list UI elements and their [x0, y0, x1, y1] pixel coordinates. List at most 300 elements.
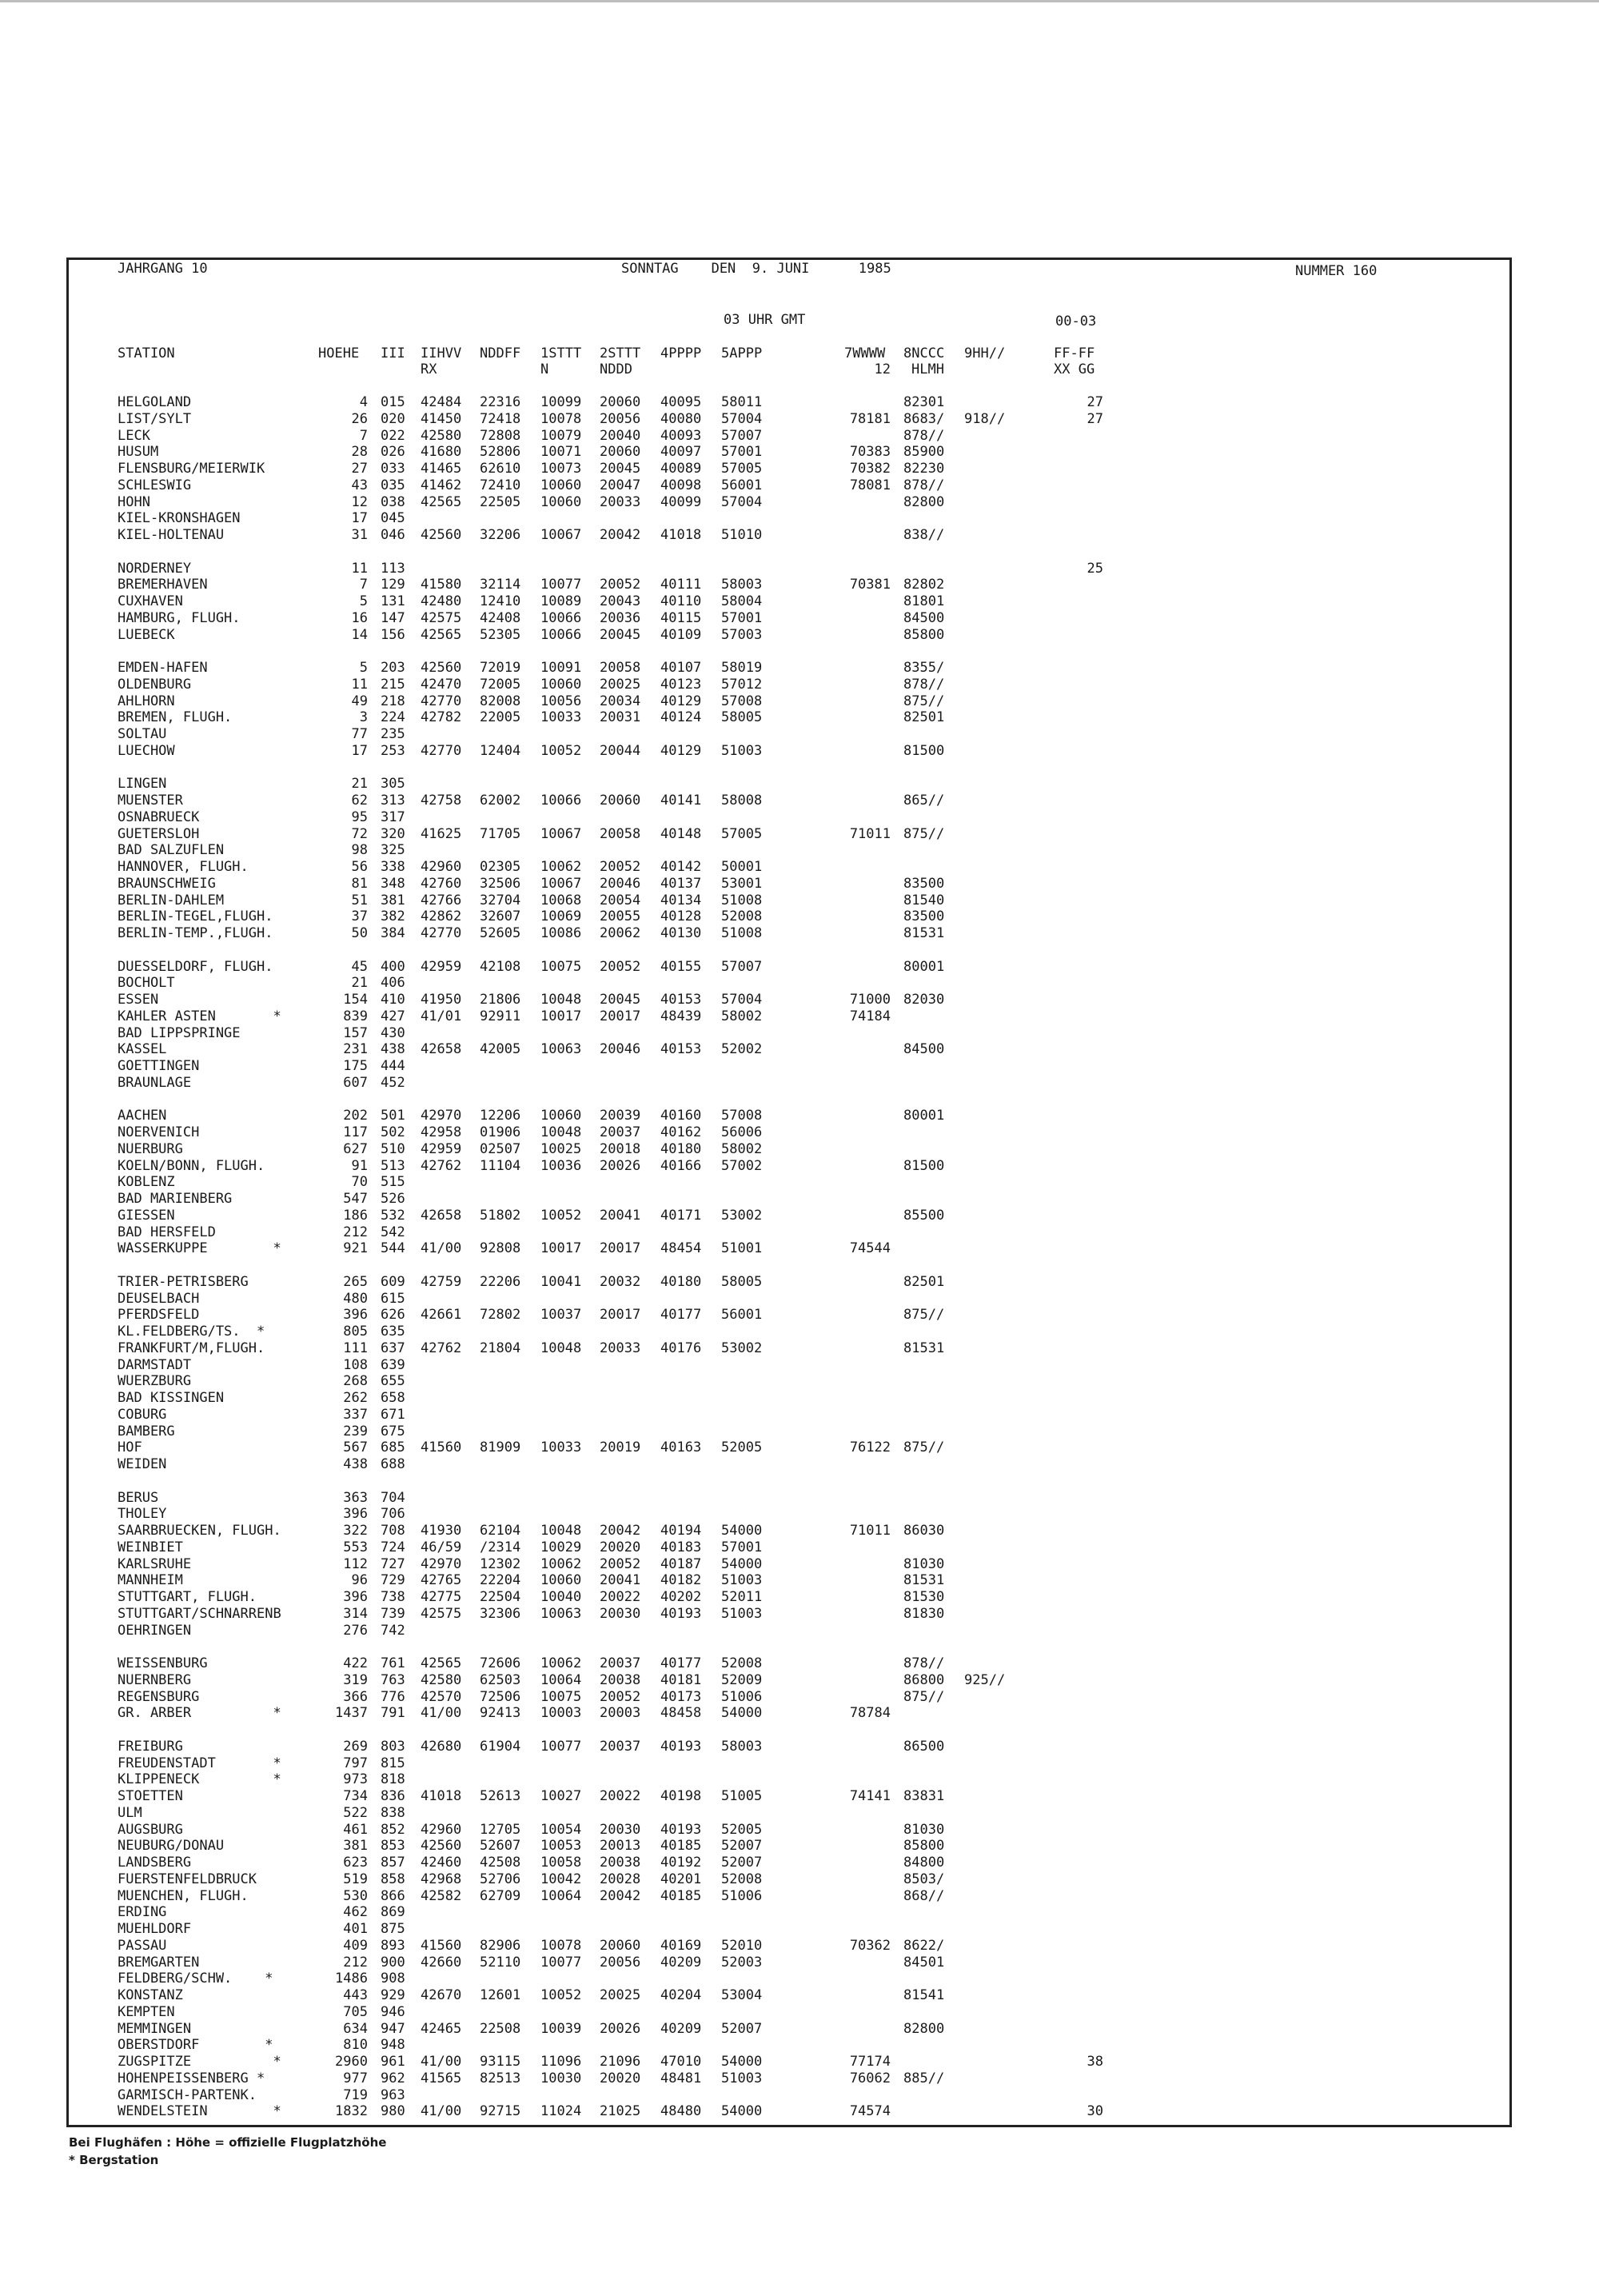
nddff-value: 01906 [480, 1124, 521, 1140]
nccc8-value: 8622/ [903, 1938, 945, 1954]
station-name: AUGSBURG [118, 1822, 183, 1838]
hoehe-value: 268 [343, 1373, 368, 1389]
wwww7-value: 70383 [849, 444, 891, 460]
sttt1-value: 10041 [540, 1274, 582, 1290]
col-1sttt: 1STTT [540, 345, 582, 361]
station-name: NEUBURG/DONAU [118, 1838, 225, 1854]
sttt2-value: 20062 [600, 925, 641, 941]
hoehe-value: 265 [343, 1274, 368, 1290]
sttt2-value: 20028 [600, 1871, 641, 1887]
iihvv-value: 42762 [421, 1340, 462, 1356]
iihvv-value: 42958 [421, 1124, 462, 1140]
pppp4-value: 40204 [660, 1987, 702, 2003]
station-name: WEINBIET [118, 1539, 183, 1555]
hoehe-value: 634 [343, 2021, 368, 2037]
appp5-value: 57004 [721, 411, 763, 427]
nccc8-value: 85800 [903, 1838, 945, 1854]
wwww7-value: 70382 [849, 461, 891, 477]
nccc8-value: 875// [903, 693, 945, 709]
nccc8-value: 8503/ [903, 1871, 945, 1887]
appp5-value: 52009 [721, 1672, 763, 1688]
hoehe-value: 607 [343, 1075, 368, 1091]
station-name: COBURG [118, 1407, 167, 1423]
station-name: DARMSTADT [118, 1357, 192, 1373]
sttt2-value: 20033 [600, 1340, 641, 1356]
iii-value: 430 [381, 1025, 405, 1041]
nddff-value: 92413 [480, 1705, 521, 1721]
hoehe-value: 17 [351, 510, 368, 526]
station-name: FREIBURG [118, 1739, 183, 1755]
iihvv-value: 42560 [421, 527, 462, 543]
iihvv-value: 42580 [421, 428, 462, 444]
pppp4-value: 40182 [660, 1572, 702, 1588]
sttt2-value: 20025 [600, 677, 641, 693]
sttt1-value: 10042 [540, 1871, 582, 1887]
nddff-value: 72506 [480, 1689, 521, 1705]
station-name: OSNABRUECK [118, 809, 200, 825]
station-name: OLDENBURG [118, 677, 192, 693]
hoehe-value: 530 [343, 1888, 368, 1904]
sttt1-value: 10048 [540, 1124, 582, 1140]
sttt2-value: 20013 [600, 1838, 641, 1854]
station-name: FREUDENSTADT * [118, 1755, 281, 1771]
sttt2-value: 20019 [600, 1439, 641, 1455]
nddff-value: 02507 [480, 1141, 521, 1157]
wwww7-value: 71011 [849, 826, 891, 842]
appp5-value: 58003 [721, 577, 763, 593]
pppp4-value: 40171 [660, 1208, 702, 1224]
nddff-value: /2314 [480, 1539, 521, 1555]
iihvv-value: 42565 [421, 1655, 462, 1671]
sttt2-value: 20026 [600, 2021, 641, 2037]
col-iihvv-sub: RX [421, 361, 437, 377]
hoehe-value: 401 [343, 1921, 368, 1937]
iihvv-value: 42968 [421, 1871, 462, 1887]
sttt1-value: 10040 [540, 1589, 582, 1605]
station-name: PFERDSFELD [118, 1307, 200, 1323]
appp5-value: 53002 [721, 1208, 763, 1224]
nccc8-value: 85800 [903, 627, 945, 643]
iii-value: 947 [381, 2021, 405, 2037]
sttt1-value: 10069 [540, 908, 582, 924]
iii-value: 727 [381, 1556, 405, 1572]
sttt2-value: 20060 [600, 394, 641, 410]
nddff-value: 93115 [480, 2054, 521, 2070]
sttt1-value: 10099 [540, 394, 582, 410]
sttt2-value: 20045 [600, 992, 641, 1008]
iihvv-value: 42770 [421, 743, 462, 759]
hoehe-value: 51 [351, 892, 368, 908]
hoehe-value: 322 [343, 1523, 368, 1539]
nddff-value: 62610 [480, 461, 521, 477]
station-name: KIEL-HOLTENAU [118, 527, 225, 543]
hoehe-value: 27 [351, 461, 368, 477]
station-name: DUESSELDORF, FLUGH. [118, 959, 273, 975]
iii-value: 655 [381, 1373, 405, 1389]
hoehe-value: 396 [343, 1589, 368, 1605]
sttt2-value: 20058 [600, 660, 641, 676]
iii-value: 626 [381, 1307, 405, 1323]
nccc8-value: 81500 [903, 1158, 945, 1174]
nccc8-value: 81531 [903, 1572, 945, 1588]
nccc8-value: 85900 [903, 444, 945, 460]
nccc8-value: 878// [903, 477, 945, 493]
iii-value: 384 [381, 925, 405, 941]
hoehe-value: 62 [351, 793, 368, 809]
station-name: KL.FELDBERG/TS. * [118, 1324, 265, 1340]
appp5-value: 51010 [721, 527, 763, 543]
sttt1-value: 11024 [540, 2103, 582, 2119]
sttt2-value: 20056 [600, 411, 641, 427]
sttt1-value: 10078 [540, 411, 582, 427]
sttt2-value: 20041 [600, 1572, 641, 1588]
iii-value: 218 [381, 693, 405, 709]
iihvv-value: 42470 [421, 677, 462, 693]
sttt2-value: 20034 [600, 693, 641, 709]
nddff-value: 72005 [480, 677, 521, 693]
iihvv-value: 41465 [421, 461, 462, 477]
iii-value: 963 [381, 2087, 405, 2103]
sttt2-value: 20030 [600, 1606, 641, 1622]
appp5-value: 51003 [721, 1572, 763, 1588]
hoehe-value: 202 [343, 1108, 368, 1124]
appp5-value: 56001 [721, 477, 763, 493]
station-name: HANNOVER, FLUGH. [118, 859, 249, 875]
iii-value: 317 [381, 809, 405, 825]
iii-value: 020 [381, 411, 405, 427]
station-name: CUXHAVEN [118, 593, 183, 609]
nddff-value: 92911 [480, 1008, 521, 1024]
sttt1-value: 10060 [540, 1108, 582, 1124]
nccc8-value: 8355/ [903, 660, 945, 676]
station-name: STUTTGART/SCHNARRENB [118, 1606, 281, 1622]
iii-value: 704 [381, 1490, 405, 1506]
iihvv-value: 42770 [421, 693, 462, 709]
iihvv-value: 42862 [421, 908, 462, 924]
appp5-value: 52008 [721, 1655, 763, 1671]
hoehe-value: 627 [343, 1141, 368, 1157]
station-name: BERLIN-DAHLEM [118, 892, 225, 908]
ff-value: 30 [1087, 2103, 1103, 2119]
col-nddff: NDDFF [480, 345, 521, 361]
nddff-value: 62709 [480, 1888, 521, 1904]
nccc8-value: 878// [903, 1655, 945, 1671]
col-ff-sub: XX GG [1054, 361, 1095, 377]
hoehe-value: 381 [343, 1838, 368, 1854]
appp5-value: 51008 [721, 925, 763, 941]
station-name: WENDELSTEIN * [118, 2103, 281, 2119]
station-name: MUENSTER [118, 793, 183, 809]
iii-value: 908 [381, 1971, 405, 1987]
sttt2-value: 20037 [600, 1739, 641, 1755]
appp5-value: 51006 [721, 1888, 763, 1904]
hoehe-value: 319 [343, 1672, 368, 1688]
col-5appp: 5APPP [721, 345, 763, 361]
iii-value: 857 [381, 1855, 405, 1871]
hoehe-value: 186 [343, 1208, 368, 1224]
nccc8-value: 80001 [903, 959, 945, 975]
hoehe-value: 50 [351, 925, 368, 941]
iihvv-value: 42670 [421, 1987, 462, 2003]
nccc8-value: 885// [903, 2070, 945, 2086]
nccc8-value: 875// [903, 1307, 945, 1323]
sttt1-value: 10053 [540, 1838, 582, 1854]
sttt2-value: 21096 [600, 2054, 641, 2070]
wwww7-value: 76062 [849, 2070, 891, 2086]
hoehe-value: 2960 [335, 2054, 368, 2070]
pppp4-value: 40176 [660, 1340, 702, 1356]
hoehe-value: 70 [351, 1174, 368, 1190]
appp5-value: 53001 [721, 876, 763, 892]
station-name: OBERSTDORF * [118, 2037, 273, 2053]
nccc8-value: 81540 [903, 892, 945, 908]
station-name: BRAUNLAGE [118, 1075, 192, 1091]
hoehe-value: 567 [343, 1439, 368, 1455]
sttt1-value: 10062 [540, 1655, 582, 1671]
ff-value: 27 [1087, 394, 1103, 410]
iihvv-value: 42762 [421, 1158, 462, 1174]
station-name: FLENSBURG/MEIERWIK [118, 461, 265, 477]
nddff-value: 22508 [480, 2021, 521, 2037]
sttt1-value: 10017 [540, 1008, 582, 1024]
appp5-value: 52003 [721, 1955, 763, 1971]
nddff-value: 71705 [480, 826, 521, 842]
hoehe-value: 5 [359, 593, 368, 609]
hoehe-value: 26 [351, 411, 368, 427]
sttt2-value: 20046 [600, 1041, 641, 1057]
station-name: BRAUNSCHWEIG [118, 876, 216, 892]
sttt1-value: 10089 [540, 593, 582, 609]
sttt1-value: 10066 [540, 627, 582, 643]
sttt2-value: 20032 [600, 1274, 641, 1290]
sttt1-value: 10067 [540, 826, 582, 842]
col-ff: FF-FF [1054, 345, 1095, 361]
nccc8-value: 81530 [903, 1589, 945, 1605]
iii-value: 671 [381, 1407, 405, 1423]
col-2sttt-sub: NDDD [600, 361, 632, 377]
station-name: BAD SALZUFLEN [118, 842, 225, 858]
iii-value: 742 [381, 1623, 405, 1639]
iii-value: 685 [381, 1439, 405, 1455]
station-name: MUENCHEN, FLUGH. [118, 1888, 249, 1904]
hoehe-value: 77 [351, 726, 368, 742]
appp5-value: 56006 [721, 1124, 763, 1140]
wwww7-value: 77174 [849, 2054, 891, 2070]
sttt2-value: 20060 [600, 793, 641, 809]
appp5-value: 57005 [721, 826, 763, 842]
sttt2-value: 20017 [600, 1008, 641, 1024]
appp5-value: 54000 [721, 2054, 763, 2070]
station-name: BAD MARIENBERG [118, 1191, 233, 1207]
iihvv-value: 46/59 [421, 1539, 462, 1555]
hoehe-value: 519 [343, 1871, 368, 1887]
sttt2-value: 20047 [600, 477, 641, 493]
range-label: 00-03 [1055, 313, 1097, 329]
iii-value: 803 [381, 1739, 405, 1755]
sttt2-value: 20056 [600, 1955, 641, 1971]
iihvv-value: 41930 [421, 1523, 462, 1539]
iii-value: 763 [381, 1672, 405, 1688]
hoehe-value: 56 [351, 859, 368, 875]
sttt1-value: 10064 [540, 1672, 582, 1688]
station-name: NUERBURG [118, 1141, 183, 1157]
appp5-value: 58002 [721, 1008, 763, 1024]
station-name: STOETTEN [118, 1788, 183, 1804]
nccc8-value: 86500 [903, 1739, 945, 1755]
iihvv-value: 42959 [421, 959, 462, 975]
hoehe-value: 117 [343, 1124, 368, 1140]
iihvv-value: 42759 [421, 1274, 462, 1290]
sttt1-value: 10066 [540, 793, 582, 809]
iihvv-value: 42660 [421, 1955, 462, 1971]
appp5-value: 58011 [721, 394, 763, 410]
nccc8-value: 81531 [903, 1340, 945, 1356]
iii-value: 129 [381, 577, 405, 593]
hoehe-value: 4 [359, 394, 368, 410]
hoehe-value: 363 [343, 1490, 368, 1506]
appp5-value: 57012 [721, 677, 763, 693]
iihvv-value: 41950 [421, 992, 462, 1008]
pppp4-value: 40089 [660, 461, 702, 477]
hoehe-value: 154 [343, 992, 368, 1008]
station-name: AACHEN [118, 1108, 167, 1124]
iii-value: 739 [381, 1606, 405, 1622]
hoehe-value: 409 [343, 1938, 368, 1954]
sttt2-value: 20031 [600, 709, 641, 725]
station-name: BERLIN-TEMP.,FLUGH. [118, 925, 273, 941]
appp5-value: 52007 [721, 2021, 763, 2037]
appp5-value: 51008 [721, 892, 763, 908]
station-name: ZUGSPITZE * [118, 2054, 281, 2070]
sttt1-value: 10091 [540, 660, 582, 676]
nccc8-value: 86800 [903, 1672, 945, 1688]
hoehe-value: 11 [351, 677, 368, 693]
nccc8-value: 82230 [903, 461, 945, 477]
pppp4-value: 41018 [660, 527, 702, 543]
nccc8-value: 81030 [903, 1822, 945, 1838]
nddff-value: 62503 [480, 1672, 521, 1688]
iii-value: 836 [381, 1788, 405, 1804]
sttt2-value: 20060 [600, 1938, 641, 1954]
iii-value: 348 [381, 876, 405, 892]
iii-value: 406 [381, 975, 405, 991]
hoehe-value: 977 [343, 2070, 368, 2086]
iihvv-value: 41625 [421, 826, 462, 842]
nddff-value: 72802 [480, 1307, 521, 1323]
iii-value: 609 [381, 1274, 405, 1290]
station-name: BAD KISSINGEN [118, 1390, 225, 1406]
hoehe-value: 239 [343, 1424, 368, 1439]
hoehe-value: 3 [359, 709, 368, 725]
sttt2-value: 20052 [600, 577, 641, 593]
pppp4-value: 40128 [660, 908, 702, 924]
station-name: AHLHORN [118, 693, 175, 709]
hoehe-value: 438 [343, 1456, 368, 1472]
appp5-value: 57002 [721, 1158, 763, 1174]
wwww7-value: 74574 [849, 2103, 891, 2119]
iii-value: 532 [381, 1208, 405, 1224]
sttt1-value: 10060 [540, 677, 582, 693]
pppp4-value: 40129 [660, 743, 702, 759]
station-name: KONSTANZ [118, 1987, 183, 2003]
nccc8-value: 868// [903, 1888, 945, 1904]
iii-value: 838 [381, 1805, 405, 1821]
station-name: MEMMINGEN [118, 2021, 192, 2037]
appp5-value: 51003 [721, 743, 763, 759]
hoehe-value: 11 [351, 561, 368, 577]
iihvv-value: 42480 [421, 593, 462, 609]
nddff-value: 22204 [480, 1572, 521, 1588]
ff-value: 27 [1087, 411, 1103, 427]
nddff-value: 32306 [480, 1606, 521, 1622]
iihvv-value: 41/00 [421, 2103, 462, 2119]
hoehe-value: 480 [343, 1291, 368, 1307]
hoehe-value: 314 [343, 1606, 368, 1622]
nccc8-value: 81801 [903, 593, 945, 609]
pppp4-value: 40080 [660, 411, 702, 427]
sttt1-value: 10052 [540, 1987, 582, 2003]
nddff-value: 72410 [480, 477, 521, 493]
iii-value: 815 [381, 1755, 405, 1771]
station-name: KLIPPENECK * [118, 1771, 281, 1787]
iii-value: 729 [381, 1572, 405, 1588]
pppp4-value: 40177 [660, 1307, 702, 1323]
nccc8-value: 83500 [903, 876, 945, 892]
iihvv-value: 42970 [421, 1556, 462, 1572]
nddff-value: 92715 [480, 2103, 521, 2119]
station-name: BAD HERSFELD [118, 1224, 216, 1240]
pppp4-value: 40115 [660, 610, 702, 626]
pppp4-value: 40209 [660, 1955, 702, 1971]
hoehe-value: 28 [351, 444, 368, 460]
iihvv-value: 41/00 [421, 1240, 462, 1256]
station-name: OEHRINGEN [118, 1623, 192, 1639]
sttt1-value: 10017 [540, 1240, 582, 1256]
sttt2-value: 20054 [600, 892, 641, 908]
nccc8-value: 875// [903, 826, 945, 842]
appp5-value: 54000 [721, 1523, 763, 1539]
iii-value: 203 [381, 660, 405, 676]
station-name: KEMPTEN [118, 2004, 175, 2020]
hoehe-value: 396 [343, 1307, 368, 1323]
sttt2-value: 20042 [600, 527, 641, 543]
station-name: KIEL-KRONSHAGEN [118, 510, 241, 526]
appp5-value: 54000 [721, 1705, 763, 1721]
nddff-value: 21806 [480, 992, 521, 1008]
sttt2-value: 20045 [600, 627, 641, 643]
sttt1-value: 10048 [540, 1523, 582, 1539]
pppp4-value: 40123 [660, 677, 702, 693]
iihvv-value: 42658 [421, 1208, 462, 1224]
station-name: GIESSEN [118, 1208, 175, 1224]
appp5-value: 57004 [721, 494, 763, 510]
station-name: KOELN/BONN, FLUGH. [118, 1158, 265, 1174]
pppp4-value: 40110 [660, 593, 702, 609]
station-name: FRANKFURT/M,FLUGH. [118, 1340, 265, 1356]
station-name: LINGEN [118, 776, 167, 792]
hoehe-value: 49 [351, 693, 368, 709]
station-name: ESSEN [118, 992, 159, 1008]
station-name: LUEBECK [118, 627, 175, 643]
station-name: GARMISCH-PARTENK. [118, 2087, 257, 2103]
iihvv-value: 41560 [421, 1439, 462, 1455]
iii-value: 615 [381, 1291, 405, 1307]
hoehe-value: 212 [343, 1955, 368, 1971]
sttt2-value: 20030 [600, 1822, 641, 1838]
scan-top-edge [0, 0, 1599, 6]
nccc8-value: 82501 [903, 1274, 945, 1290]
col-8nccc: 8NCCC [903, 345, 945, 361]
